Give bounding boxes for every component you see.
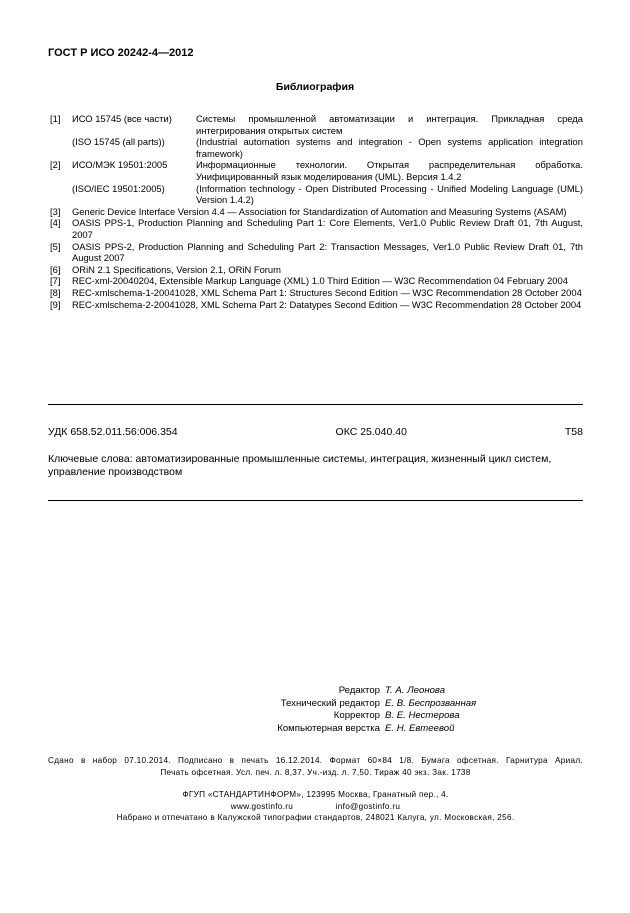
bib-entry-number: [3] (50, 205, 61, 217)
classification-line (48, 426, 583, 438)
bib-entry-title-en: (Industrial automation systems and integration - Open systems application integration framework) (196, 136, 583, 159)
oks-code: ОКС 25.040.40 (335, 426, 407, 438)
bib-entry-4 (48, 217, 583, 240)
keywords: Ключевые слова: автоматизированные промышленные системы, интеграция, жизненный цикл систем, управление производством (48, 453, 552, 478)
bib-entry-standard: ИСО/МЭК 19501:2005 (72, 159, 168, 171)
bib-entry-1 (48, 113, 583, 159)
bibliography-list (48, 113, 583, 310)
bib-entry-5 (48, 241, 583, 264)
bib-entry-text: REC-xml-20040204, Extensible Markup Language (XML) 1.0 Third Edition — W3C Recommendation 04 February 2004 (72, 275, 568, 287)
bib-entry-number: [6] (50, 263, 61, 275)
bib-entry-6 (48, 264, 583, 276)
publication-info (48, 755, 583, 779)
publisher-info (48, 789, 583, 824)
bib-entry-text: REC-xmlschema-1-20041028, XML Schema Part 1: Structures Second Edition — W3C Recommendation 28 October 2004 (72, 286, 582, 298)
bib-entry-title-en: (Information technology - Open Distributed Processing - Unified Modeling Language (UML) Version 1.4.2) (196, 182, 583, 206)
bib-entry-number: [4] (50, 217, 61, 229)
group-code: Т58 (564, 426, 583, 438)
credit-name: В. Е. Нестерова (385, 710, 460, 722)
publication-line-2: Печать офсетная. Усл. печ. л. 8,37. Уч.-изд. л. 7,50. Тираж 40 экз. Зак. 1738 (160, 768, 471, 777)
document-code: ГОСТ Р ИСО 20242-4—2012 (48, 47, 194, 59)
bib-entry-text: OASIS PPS-2, Production Planning and Scheduling Part 2: Transaction Messages, Ver1.0 Public Review Draft 01, 7th August 2007 (72, 240, 583, 264)
bib-entry-text: OASIS PPS-1, Production Planning and Scheduling Part 1: Core Elements, Ver1.0 Public Review Draft 01, 7th August, 2007 (72, 217, 583, 240)
bib-entry-title: Системы промышленной автоматизации и интеграция. Прикладная среда интегрирования открытых систем (196, 113, 583, 136)
credit-name: Т. А. Леонова (385, 685, 446, 696)
bib-entry-9 (48, 299, 583, 311)
printer-info: Набрано и отпечатано в Калужской типографии стандартов, 248021 Калуга, ул. Московская, 256. (116, 813, 515, 823)
publication-line-1: Сдано в набор 07.10.2014. Подписано в печать 16.12.2014. Формат 60×84 1/8. Бумага офсетная. Гарнитура Ариал. (48, 756, 583, 765)
bottom-divider (48, 500, 583, 501)
bib-entry-number: [9] (50, 298, 61, 310)
bib-entry-text: Generic Device Interface Version 4.4 — Association for Standardization of Automation and Measuring Systems (ASAM) (72, 205, 567, 217)
bib-entry-text: ORiN 2.1 Specifications, Version 2.1, ORiN Forum (72, 263, 281, 275)
bib-entry-8 (48, 287, 583, 299)
bib-entry-number: [2] (50, 159, 61, 171)
bib-entry-title: Информационные технологии. Открытая распределительная обработка. Унифицированный язык моделирования (UML). Версия 1.4.2 (196, 159, 583, 182)
top-divider (48, 404, 583, 405)
bib-entry-number: [5] (50, 240, 61, 252)
udk-code: УДК 658.52.011.56:006.354 (48, 426, 178, 438)
bib-entry-3 (48, 206, 583, 218)
credit-role: Редактор (338, 685, 380, 696)
bibliography-title: Библиография (275, 81, 355, 93)
credit-role: Компьютерная верстка (277, 722, 380, 734)
credit-name: Е. В. Беспрозванная (385, 697, 477, 709)
bib-entry-2 (48, 159, 583, 205)
publisher-name-address: ФГУП «СТАНДАРТИНФОРМ», 123995 Москва, Гранатный пер., 4. (182, 790, 449, 799)
bib-entry-standard: ИСО 15745 (все части) (72, 113, 172, 124)
bib-entry-standard-en: (ISO 15745 (all parts)) (72, 136, 165, 148)
bib-entry-number: [8] (50, 286, 61, 298)
publisher-website[interactable]: www.gostinfo.ru (230, 801, 294, 811)
bib-entry-number: [1] (50, 113, 61, 124)
bib-entry-7 (48, 275, 583, 287)
credit-name: Е. Н. Евтеевой (385, 722, 455, 734)
bib-entry-number: [7] (50, 275, 61, 287)
credit-role: Корректор (333, 710, 380, 722)
bib-entry-text: REC-xmlschema-2-20041028, XML Schema Part 2: Datatypes Second Edition — W3C Recommendation 28 October 2004 (72, 298, 582, 310)
publisher-email[interactable]: info@gostinfo.ru (335, 801, 401, 811)
bib-entry-standard-en: (ISO/IEC 19501:2005) (72, 182, 165, 194)
credit-role: Технический редактор (280, 697, 380, 709)
